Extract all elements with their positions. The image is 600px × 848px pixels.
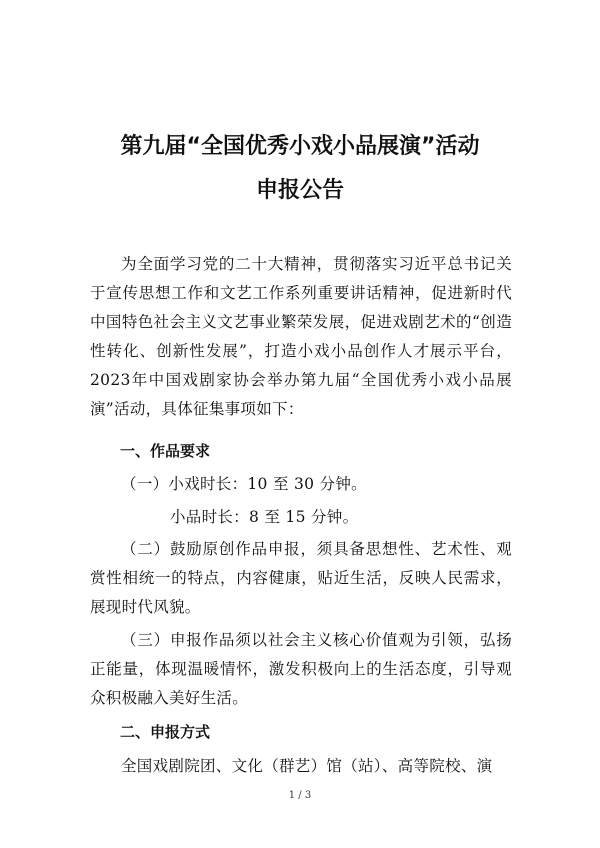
intro-paragraph: 为全面学习党的二十大精神，贯彻落实习近平总书记关于宣传思想工作和文艺工作系列重要讲话精神，促进新时代中国特色社会主义文艺事业繁荣发展，促进戏剧艺术的“创造性转化、创新性发展”，打造小戏小品创作人才展示平台，2023年中国戏剧家协会举办第九届“全国优秀小戏小品展演”活动，具体征集事项如下： [90, 255, 512, 418]
document-subtitle: 申报公告 [255, 178, 344, 203]
requirement-item-1-line-1: （一）小戏时长：10 至 30 分钟。 [121, 475, 367, 493]
page-number: 1 / 3 [288, 790, 312, 801]
application-paragraph: 全国戏剧院团、文化（群艺）馆（站）、高等院校、演 [121, 757, 493, 775]
section-heading-application: 二、申报方式 [120, 723, 211, 741]
section-heading-requirements: 一、作品要求 [120, 442, 211, 460]
document-title: 第九届“全国优秀小戏小品展演”活动 [120, 134, 480, 159]
requirement-item-1-line-2: 小品时长：8 至 15 分钟。 [170, 508, 359, 526]
requirement-item-3: （三）申报作品须以社会主义核心价值观为引领，弘扬正能量，体现温暖情怀，激发积极向上的生活态度，引导观众积极融入美好生活。 [90, 631, 512, 707]
requirement-item-2: （二）鼓励原创作品申报，须具备思想性、艺术性、观赏性相统一的特点，内容健康，贴近生活，反映人民需求，展现时代风貌。 [90, 540, 512, 616]
